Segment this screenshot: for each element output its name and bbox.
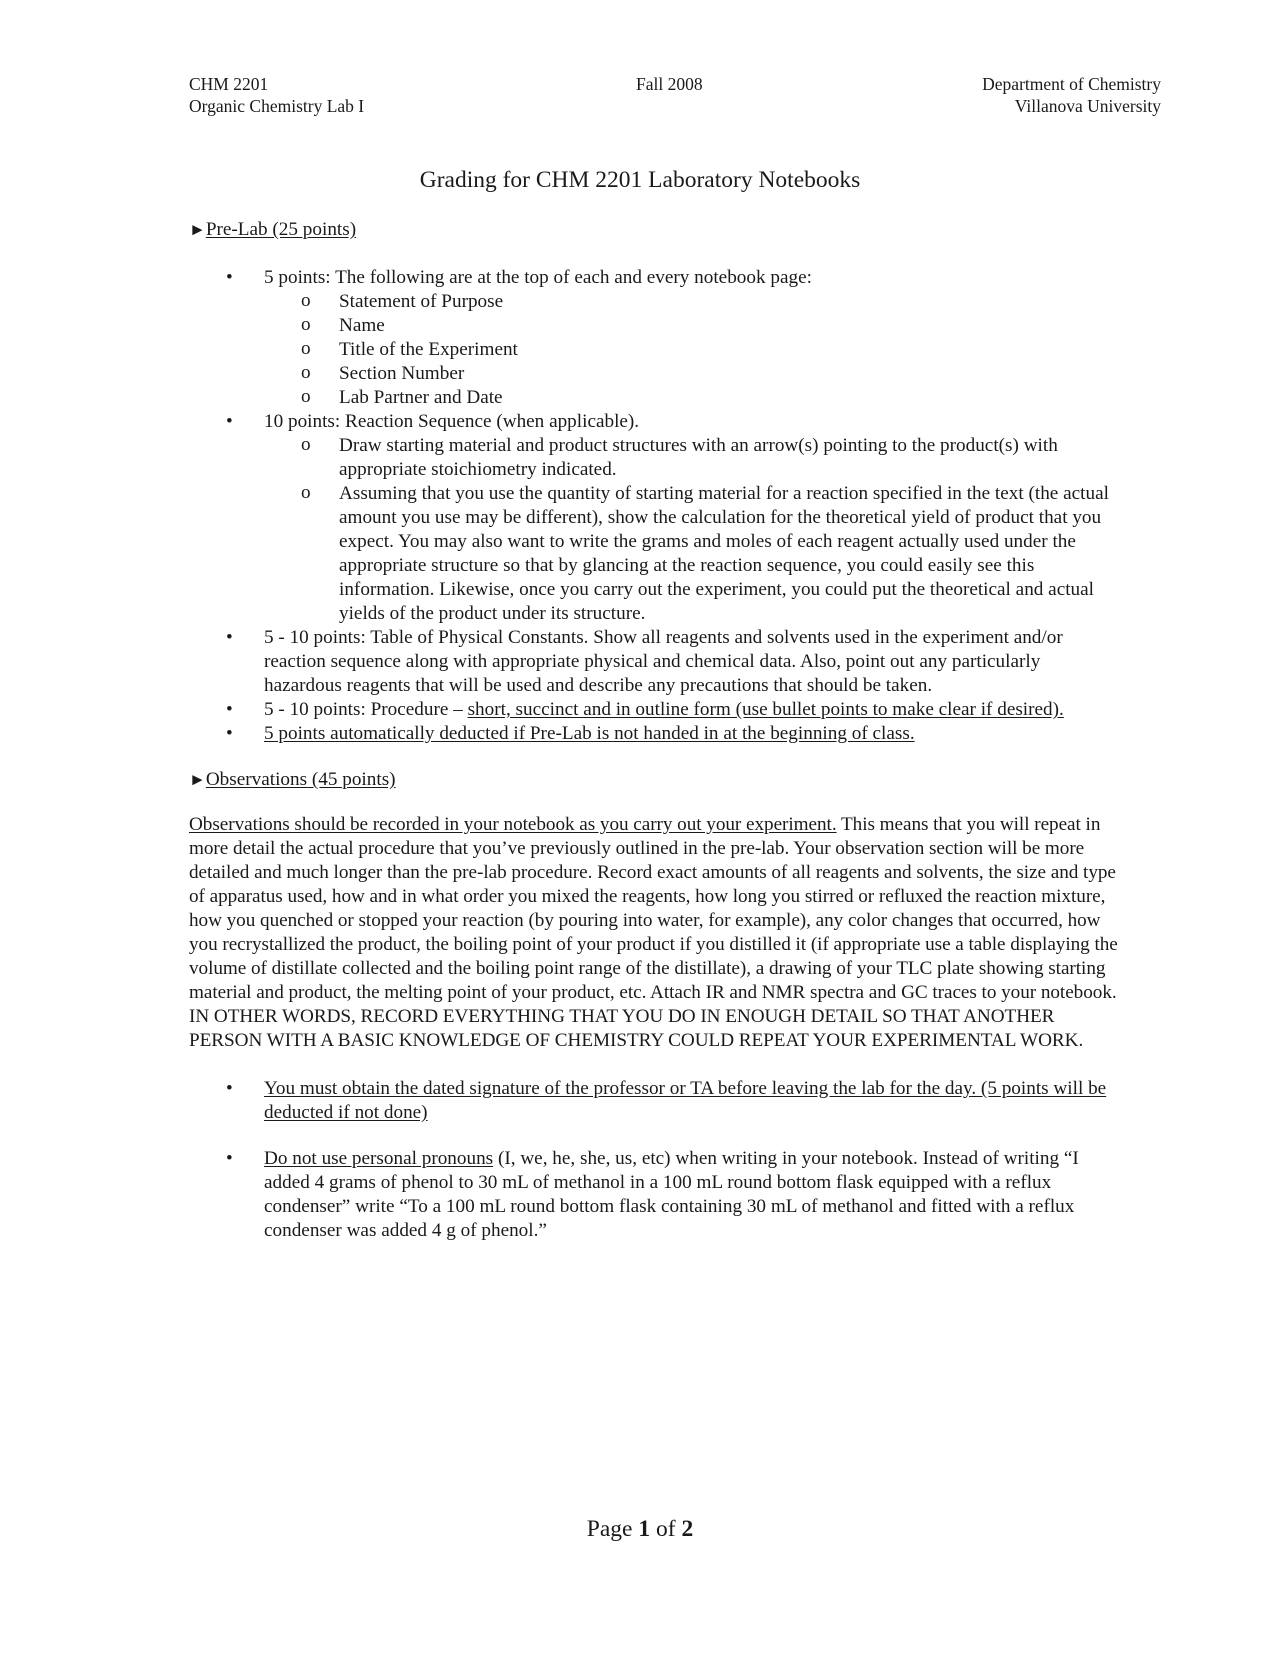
sub-item-text: Section Number (339, 363, 465, 384)
observations-heading-text: Observations (45 points) (205, 769, 396, 790)
observations-heading (189, 768, 1119, 792)
bullet-icon: • (226, 1148, 233, 1169)
sub-item-text: Title of the Experiment (339, 339, 518, 360)
observations-paragraph (189, 813, 1119, 1053)
pronoun-rule: Do not use personal pronouns (264, 1148, 494, 1169)
bullet-icon: • (226, 699, 233, 720)
bullet-icon: • (226, 411, 233, 432)
signature-requirement: You must obtain the dated signature of the professor or TA before leaving the lab for the day. (5 points will be deducted if not done) (264, 1078, 1107, 1123)
list-item (189, 266, 1119, 410)
right-triangle-icon: ► (189, 220, 206, 239)
bullet-icon: • (226, 1078, 233, 1099)
sub-list-item (264, 386, 1119, 410)
procedure-underlined: short, succinct and in outline form (use bullet points to make clear if desired). (467, 699, 1064, 720)
procedure-prefix: 5 - 10 points: Procedure – (264, 699, 468, 720)
prelab-heading-text: Pre-Lab (25 points) (205, 219, 357, 240)
sub-item-text: Assuming that you use the quantity of starting material for a reaction specified in the text (the actual amount you use may be different), show the calculation for the theoretical yield of product that you expect. You may also want to write the grams and moles of each reagent actually used under the appropriate structure so that by glancing at the reaction sequence, you could easily see this information. Likewise, once you carry out the experiment, you could put the theoretical and actual yields of the product under its structure. (339, 483, 1109, 624)
sub-item-text: Statement of Purpose (339, 291, 504, 312)
bullet-icon: • (226, 267, 233, 288)
circle-bullet-icon: o (301, 290, 311, 311)
sub-list-item (264, 482, 1119, 626)
observations-body: This means that you will repeat in more detail the actual procedure that you’ve previously outlined in the pre-lab. Your observation section will be more detailed and much longer than the pre-lab procedure. Record exact amounts of all reagents and solvents, the size and type of apparatus used, how and in what order you mixed the reagents, how long you stirred or refluxed the reaction mixture, how you quenched or stopped your reaction (by pouring into water, for example), any color changes that occurred, how you recrystallized the product, the boiling point of your product if you distilled it (if appropriate use a table displaying the volume of distillate collected and the boiling point range of the distillate), a drawing of your TLC plate showing starting material and product, the melting point of your product, etc. Attach IR and NMR spectra and GC traces to your notebook. IN OTHER WORDS, RECORD EVERYTHING THAT YOU DO IN ENOUGH DETAIL SO THAT ANOTHER PERSON WITH A BASIC KNOWLEDGE OF CHEMISTRY COULD REPEAT YOUR EXPERIMENTAL WORK. (189, 814, 1118, 1051)
current-page: 1 (638, 1516, 651, 1542)
bullet-icon: • (226, 627, 233, 648)
circle-bullet-icon: o (301, 314, 311, 335)
circle-bullet-icon: o (301, 338, 311, 359)
sub-item-text: Lab Partner and Date (339, 387, 503, 408)
right-triangle-icon: ► (189, 770, 206, 789)
term: Fall 2008 (636, 74, 703, 94)
sub-list-item (264, 290, 1119, 314)
list-item (189, 410, 1119, 626)
header-left (189, 73, 364, 117)
header-right (982, 73, 1161, 117)
page-word: Page (586, 1516, 639, 1542)
list-item (189, 1077, 1119, 1125)
course-code: CHM 2201 (189, 74, 269, 94)
sub-item-text: Draw starting material and product structures with an arrow(s) pointing to the product(s) with appropriate stoichiometry indicated. (339, 435, 1058, 480)
bullet-icon: • (226, 723, 233, 744)
prelab-sublist (264, 434, 1119, 626)
prelab-sublist (264, 290, 1119, 410)
prelab-item-text: 5 - 10 points: Table of Physical Constants. Show all reagents and solvents used in the experiment and/or reaction sequence along with appropriate physical and chemical data. Also, point out any particularly hazardous reagents that will be used and describe any precautions that should be taken. (264, 627, 1063, 696)
list-item (189, 1147, 1119, 1243)
prelab-item-text: 5 points: The following are at the top of each and every notebook page: (264, 267, 812, 288)
header-center (636, 73, 703, 95)
course-name: Organic Chemistry Lab I (189, 96, 365, 116)
pronoun-rule-detail: (I, we, he, she, us, etc) when writing in your notebook. Instead of writing “I added 4 grams of phenol to 30 mL of methanol in a 100 mL round bottom flask equipped with a reflux condenser” write “To a 100 mL round bottom flask containing 30 mL of methanol and fitted with a reflux condenser was added 4 g of phenol.” (264, 1148, 1079, 1241)
page-number (0, 1514, 1280, 1544)
sub-list-item (264, 314, 1119, 338)
prelab-list (189, 266, 1119, 746)
sub-item-text: Name (339, 315, 385, 336)
of-word: of (650, 1516, 682, 1542)
observations-list (189, 1077, 1119, 1243)
circle-bullet-icon: o (301, 482, 311, 503)
observations-lead: Observations should be recorded in your notebook as you carry out your experiment. (189, 814, 837, 835)
list-item (189, 698, 1119, 722)
sub-list-item (264, 338, 1119, 362)
prelab-deduction-note: 5 points automatically deducted if Pre-Lab is not handed in at the beginning of class. (264, 723, 915, 744)
total-pages: 2 (681, 1516, 694, 1542)
circle-bullet-icon: o (301, 386, 311, 407)
university: Villanova University (1014, 96, 1161, 116)
circle-bullet-icon: o (301, 362, 311, 383)
prelab-heading (189, 218, 1119, 242)
circle-bullet-icon: o (301, 434, 311, 455)
document-body (189, 218, 1119, 1243)
list-item (189, 626, 1119, 698)
sub-list-item (264, 362, 1119, 386)
sub-list-item (264, 434, 1119, 482)
prelab-item-text: 10 points: Reaction Sequence (when applicable). (264, 411, 640, 432)
department: Department of Chemistry (982, 74, 1161, 94)
list-item (189, 722, 1119, 746)
page-title: Grading for CHM 2201 Laboratory Notebooks (419, 167, 861, 193)
